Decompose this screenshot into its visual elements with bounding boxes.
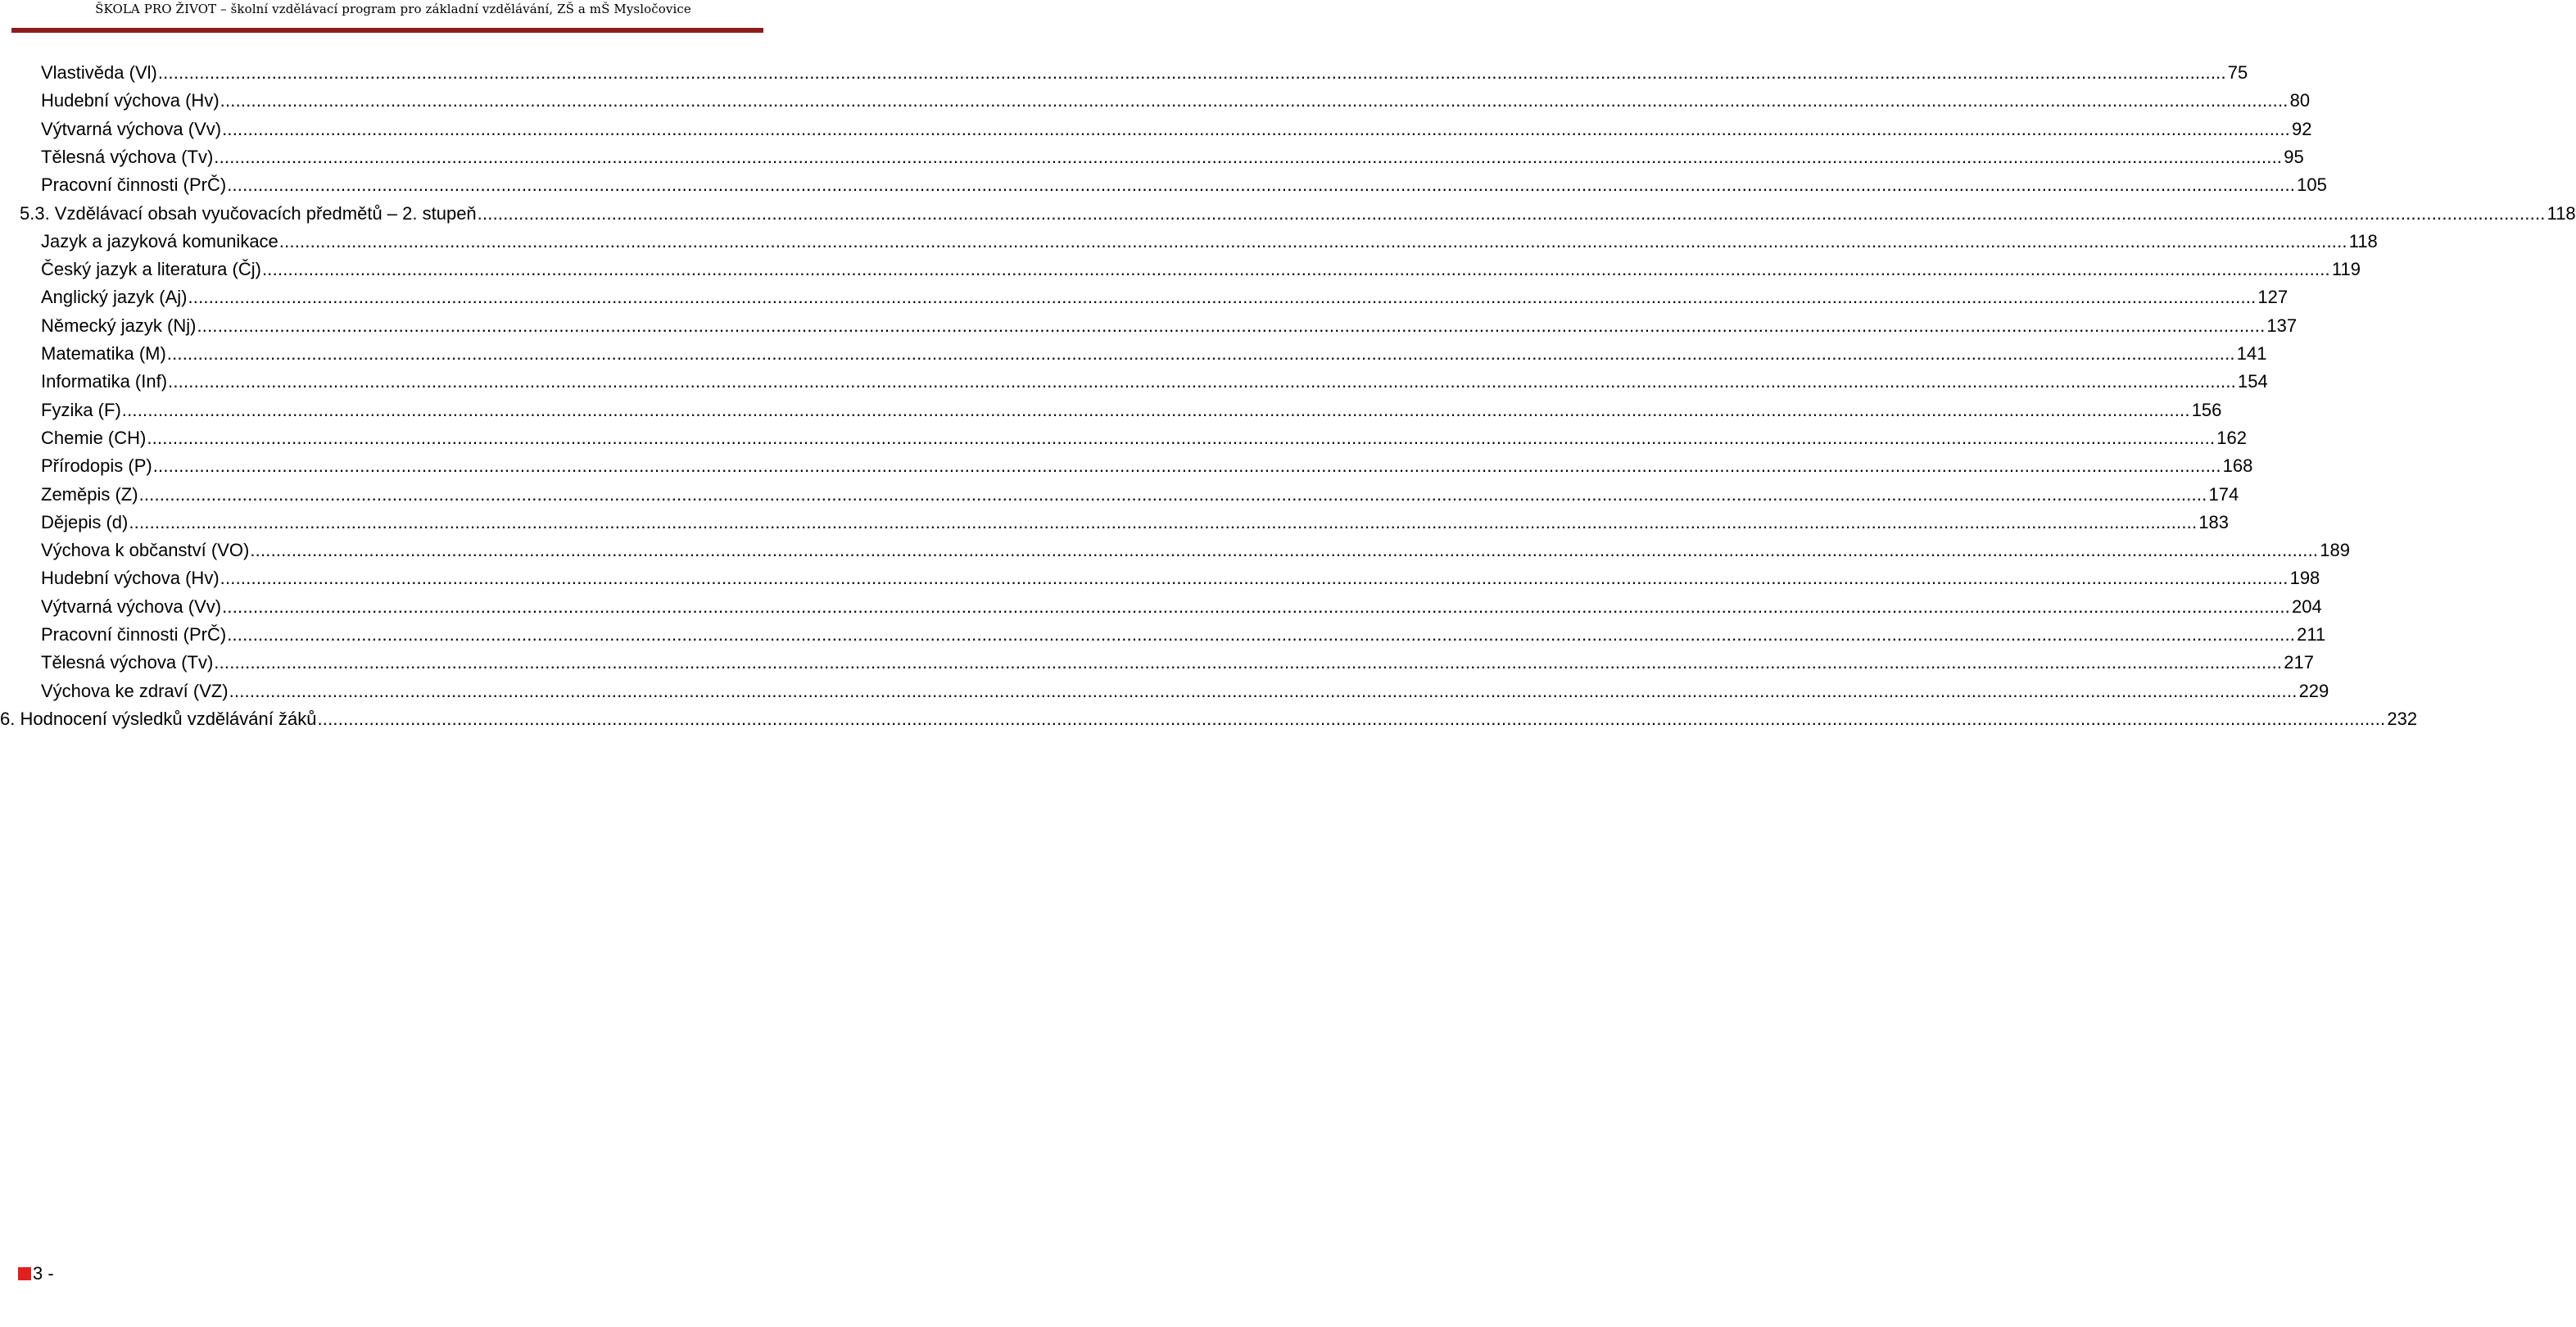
toc-entry[interactable] [41,340,2267,368]
toc-entry-page: 80 [2289,90,2311,111]
toc-leader-dots: ................................................................................................................................................................................................................................................................................................................................................................................................................ [227,624,2296,645]
toc-leader-dots: ................................................................................................................................................................................................................................................................................................................................................................................................................ [214,652,2283,673]
toc-entry-page: 168 [2222,455,2253,476]
toc-leader-dots: ................................................................................................................................................................................................................................................................................................................................................................................................................ [121,400,2190,420]
toc-leader-dots: ................................................................................................................................................................................................................................................................................................................................................................................................................ [157,62,2226,83]
toc-entry-page: 119 [2331,259,2361,279]
toc-leader-dots: ................................................................................................................................................................................................................................................................................................................................................................................................................ [229,681,2298,701]
page-footer [18,1263,54,1284]
toc-leader-dots: ................................................................................................................................................................................................................................................................................................................................................................................................................ [227,174,2296,195]
toc-leader-dots: ................................................................................................................................................................................................................................................................................................................................................................................................................ [222,596,2290,617]
page-number: 3 - [33,1263,54,1284]
toc-entry[interactable] [41,537,2350,564]
toc-entry-label: Pracovní činnosti (PrČ) [41,624,227,645]
toc-leader-dots: ................................................................................................................................................................................................................................................................................................................................................................................................................ [168,371,2236,392]
toc-leader-dots: ................................................................................................................................................................................................................................................................................................................................................................................................................ [214,147,2283,167]
toc-entry[interactable] [41,171,2327,199]
toc-entry-label: Fyzika (F) [41,400,121,420]
toc-entry[interactable] [41,649,2314,677]
toc-leader-dots: ................................................................................................................................................................................................................................................................................................................................................................................................................ [129,512,2198,532]
toc-entry-label: Hudební výchova (Hv) [41,90,220,111]
toc-entry-label: Výtvarná výchova (Vv) [41,119,222,139]
toc-leader-dots: ................................................................................................................................................................................................................................................................................................................................................................................................................ [188,287,2257,307]
toc-entry[interactable] [41,481,2239,509]
toc-entry[interactable] [41,228,2378,256]
toc-entry-page: 232 [2387,709,2418,729]
toc-entry-page: 174 [2208,484,2239,505]
toc-leader-dots: ................................................................................................................................................................................................................................................................................................................................................................................................................ [222,119,2290,139]
toc-entry-label: Český jazyk a literatura (Čj) [41,259,261,279]
toc-entry-page: 118 [2348,231,2378,251]
toc-leader-dots: ................................................................................................................................................................................................................................................................................................................................................................................................................ [220,568,2289,588]
toc-entry[interactable] [41,312,2298,340]
toc-entry-page: 229 [2298,681,2329,701]
toc-entry[interactable] [41,256,2361,283]
toc-entry-label: 5.3. Vzdělávací obsah vyučovacích předmětů – 2. stupeň [20,203,477,224]
toc-entry[interactable] [0,705,2418,733]
toc-leader-dots: ................................................................................................................................................................................................................................................................................................................................................................................................................ [317,709,2386,729]
toc-entry[interactable] [41,452,2253,480]
toc-entry-label: Jazyk a jazyková komunikace [41,231,278,251]
page-header [0,0,786,36]
footer-marker-square [18,1267,31,1280]
toc-entry-label: Vlastivěda (Vl) [41,62,157,83]
toc-entry-label: Zeměpis (Z) [41,484,138,505]
toc-entry[interactable] [41,564,2320,592]
toc-entry-label: Přírodopis (P) [41,455,152,476]
toc-entry-label: Výchova k občanství (VO) [41,540,250,560]
toc-entry-label: Pracovní činnosti (PrČ) [41,174,227,195]
toc-entry-page: 183 [2198,512,2230,532]
toc-entry-page: 141 [2236,343,2267,364]
toc-entry-page: 211 [2297,624,2326,645]
toc-entry-page: 75 [2227,62,2248,83]
toc-leader-dots: ................................................................................................................................................................................................................................................................................................................................................................................................................ [250,540,2319,560]
toc-entry[interactable] [41,143,2304,171]
toc-entry[interactable] [20,200,2576,228]
toc-entry[interactable] [41,115,2312,143]
toc-leader-dots: ................................................................................................................................................................................................................................................................................................................................................................................................................ [477,203,2546,224]
toc-entry-page: 204 [2292,596,2322,617]
toc-entry-label: Německý jazyk (Nj) [41,315,197,336]
toc-entry[interactable] [41,509,2230,537]
toc-entry[interactable] [41,593,2322,621]
toc-entry-page: 127 [2257,287,2289,307]
toc-entry[interactable] [41,677,2329,705]
toc-entry-page: 162 [2216,428,2247,448]
toc-entry-page: 198 [2289,568,2320,588]
toc-entry[interactable] [41,59,2248,87]
toc-entry-page: 156 [2191,400,2222,420]
toc-entry[interactable] [41,424,2247,452]
toc-entry-page: 217 [2284,652,2314,673]
toc-entry-label: Informatika (Inf) [41,371,168,392]
toc-leader-dots: ................................................................................................................................................................................................................................................................................................................................................................................................................ [197,315,2266,336]
toc-entry-page: 92 [2292,119,2312,139]
toc-entry-page: 189 [2320,540,2350,560]
toc-entry[interactable] [41,283,2289,311]
toc-leader-dots: ................................................................................................................................................................................................................................................................................................................................................................................................................ [152,455,2221,476]
toc-entry[interactable] [41,368,2268,396]
toc-entry[interactable] [41,621,2326,649]
toc-entry[interactable] [41,87,2311,115]
toc-leader-dots: ................................................................................................................................................................................................................................................................................................................................................................................................................ [261,259,2330,279]
toc-leader-dots: ................................................................................................................................................................................................................................................................................................................................................................................................................ [220,90,2289,111]
toc-entry-label: Tělesná výchova (Tv) [41,147,214,167]
header-title: ŠKOLA PRO ŽIVOT – školní vzdělávací program pro základní vzdělávání, ZŠ a mŠ Mysločovice [95,2,691,16]
toc-leader-dots: ................................................................................................................................................................................................................................................................................................................................................................................................................ [166,343,2235,364]
toc-entry-label: Anglický jazyk (Aj) [41,287,188,307]
toc-leader-dots: ................................................................................................................................................................................................................................................................................................................................................................................................................ [147,428,2216,448]
header-rule [11,28,763,33]
toc-entry[interactable] [41,396,2222,424]
toc-entry-label: Dějepis (d) [41,512,129,532]
toc-leader-dots: ................................................................................................................................................................................................................................................................................................................................................................................................................ [138,484,2207,505]
toc-entry-page: 118 [2547,203,2576,224]
toc-entry-page: 105 [2297,174,2327,195]
toc-entry-label: Chemie (CH) [41,428,147,448]
toc-entry-label: Výtvarná výchova (Vv) [41,596,222,617]
toc-leader-dots: ................................................................................................................................................................................................................................................................................................................................................................................................................ [278,231,2347,251]
toc-entry-page: 95 [2284,147,2304,167]
toc-entry-label: Matematika (M) [41,343,166,364]
toc-entry-page: 154 [2237,371,2268,392]
toc-entry-label: Hudební výchova (Hv) [41,568,220,588]
toc-entry-label: Výchova ke zdraví (VZ) [41,681,229,701]
toc-entry-page: 137 [2266,315,2298,336]
toc-entry-label: Tělesná výchova (Tv) [41,652,214,673]
toc-entry-label: 6. Hodnocení výsledků vzdělávání žáků [0,709,317,729]
